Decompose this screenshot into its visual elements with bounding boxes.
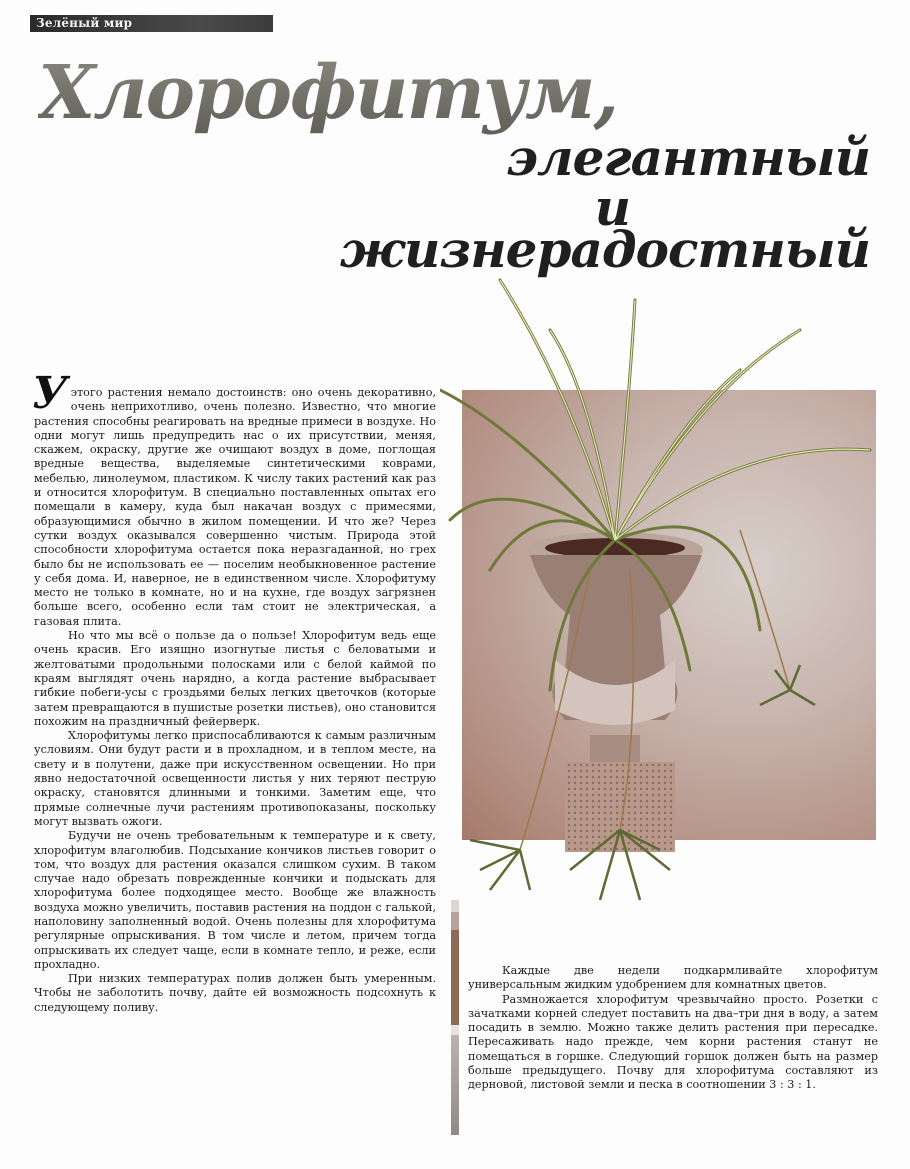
article-subtitle-line-3: жизнерадостный <box>339 220 870 279</box>
urn-icon <box>527 532 703 852</box>
section-rubric: Зелёный мир <box>30 15 273 32</box>
color-bar-segment <box>451 1035 459 1135</box>
paragraph: У этого растения немало достоинств: оно очень декоративно, очень неприхотливо, очень полезно. Известно, что многие растения способны реагировать на вредные примеси в воздухе. Но одни могут лишь предупредить нас о их присутствии, меняя, скажем, окраску, другие же очищают воздух в доме, поглощая вредные вещества, выделяемые синтетическими коврами, мебелью, линолеумом, пластиком. К числу таких растений как раз и относится хлорофитум. В специально поставленных опытах его помещали в камеру, куда был накачан воздух с примесями, образующимися обычно в жилом помещении. И что же? Через сутки воздух оказывался совершенно чистым. Природа этой способности хлорофитума остается пока неразгаданной, но грех было бы не использовать ее — поселим необыкновенное растение у себя дома. И, наверное, не в единственном числе. Хлорофитуму место не только в комнате, но и на кухне, где воздух загрязнен больше всего, особенно если там стоит не электрическая, а газовая плита. <box>32 368 436 628</box>
paragraph: Но что мы всё о пользе да о пользе! Хлорофитум ведь еще очень красив. Его изящно изогнутые листья с беловатыми и желтоватыми продольными полосками или с белой каймой по краям выглядят очень нарядно, а когда растение выбрасывает гибкие побеги-усы с гроздьями белых легких цветочков (которые затем превращаются в пушистые розетки листьев), оно становится похожим на праздничный фейерверк. <box>34 629 436 728</box>
article-left-column <box>32 368 436 1015</box>
paragraph: Каждые две недели подкармливайте хлорофитум универсальным жидким удобрением для комнатных цветов. <box>468 964 878 992</box>
chlorophytum-plant-illustration <box>440 270 910 950</box>
article-subtitle-line-1: элегантный <box>505 128 870 187</box>
paragraph: Размножается хлорофитум чрезвычайно просто. Розетки с зачатками корней следует поставить на два–три дня в воду, а затем посадить в землю. Можно также делить растения при пересадке. Пересаживать надо прежде, чем корни растения станут не помещаться в горшке. Следующий горшок должен быть на размер больше предыдущего. Почву для хлорофитума составляют из дерновой, листовой земли и песка в соотношении 3 : 3 : 1. <box>468 992 878 1092</box>
paragraph: Будучи не очень требовательным к температуре и к свету, хлорофитум влаголюбив. Подсыхание кончиков листьев говорит о том, что воздух для растения оказался слишком сухим. В таком случае надо обрезать поврежденные кончики и подыскать для хлорофитума более подходящее место. Вообще же влажность воздуха можно увеличить, поставив растения на поддон с галькой, наполовину заполненный водой. Очень полезны для хлорофитума регулярные опрыскивания. В том числе и летом, причем тогда опрыскивать их следует чаще, если в комнате тепло, и реже, если прохладно. <box>34 829 436 971</box>
article-title: Хлорофитум, <box>38 50 618 136</box>
article-subtitle-line-2: и <box>594 178 630 237</box>
color-bar-segment <box>451 900 459 912</box>
leaf-stripes-icon <box>500 280 870 540</box>
article-right-column <box>468 964 878 1093</box>
color-bar-segment <box>451 930 459 1025</box>
drop-cap: У <box>32 368 68 419</box>
paragraph: Хлорофитумы легко приспосабливаются к самым различным условиям. Они будут расти и в прохладном, и в теплом месте, на свету и в полутени, даже при искусственном освещении. Но при явно недостаточной освещенности листья у них теряют пеструю окраску, становятся длинными и тонкими. Заметим еще, что прямые солнечные лучи растениям противопоказаны, поскольку могут вызвать ожоги. <box>34 729 436 828</box>
color-bar-segment <box>451 1025 459 1035</box>
paragraph: При низких температурах полив должен быть умеренным. Чтобы не заболотить почву, дайте ей возможность подсохнуть к следующему поливу. <box>34 972 436 1014</box>
color-bar-segment <box>451 912 459 930</box>
